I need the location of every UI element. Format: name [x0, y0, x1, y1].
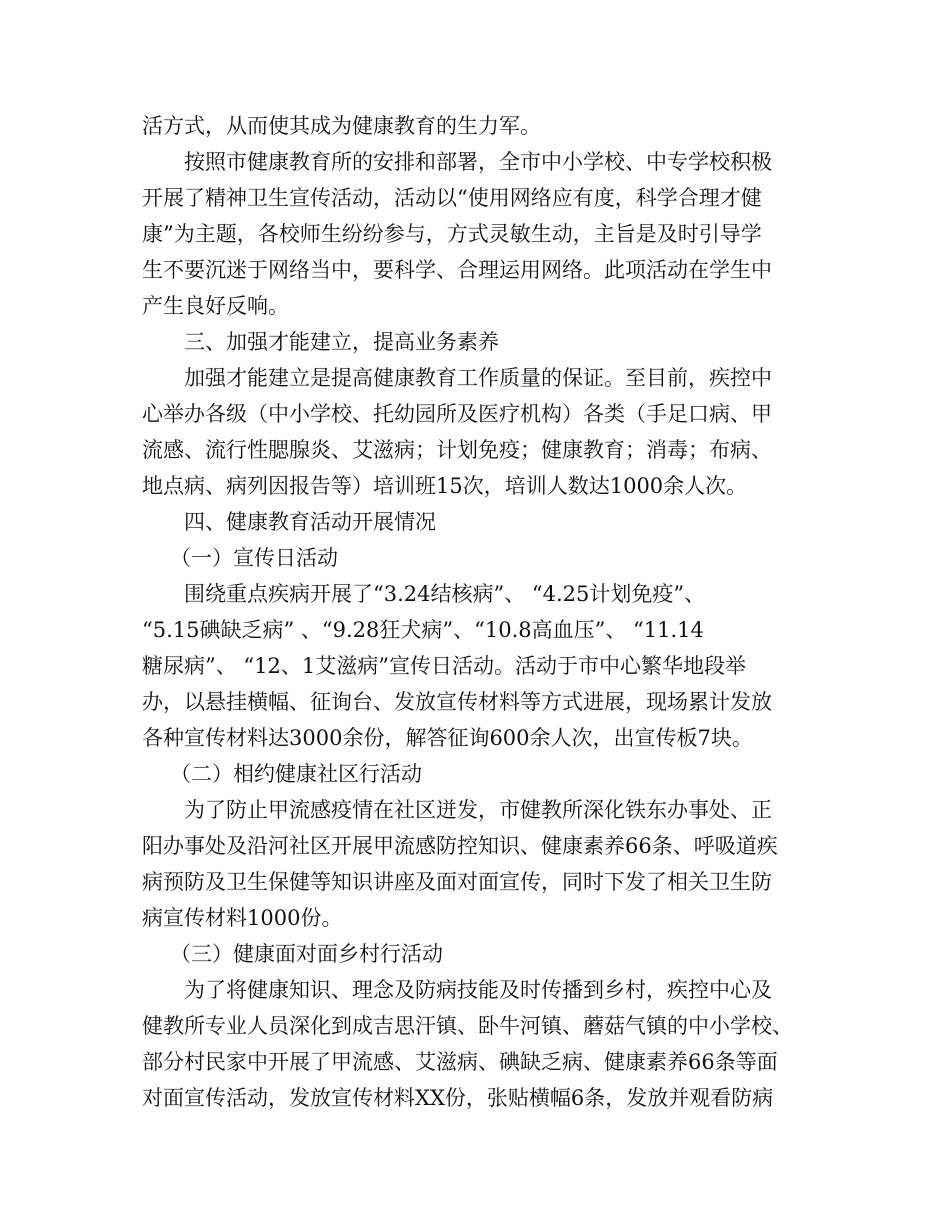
paragraph-line: 部分村民家中开展了甲流感、艾滋病、碘缺乏病、健康素养66条等面 [142, 1050, 778, 1074]
paragraph-line: 为了防止甲流感疫情在社区迸发，市健教所深化铁东办事处、正 [184, 798, 772, 822]
paragraph-line: 各种宣传材料达3000余份，解答征询600余人次，出宣传板7块。 [142, 726, 753, 750]
paragraph-line: 活方式，从而使其成为健康教育的生力军。 [142, 114, 541, 138]
paragraph-line: 生不要沉迷于网络当中，要科学、合理运用网络。此项活动在学生中 [142, 258, 772, 282]
subsection-heading: （一）宣传日活动 [170, 546, 338, 570]
paragraph-line: 健教所专业人员深化到成吉思汗镇、卧牛河镇、蘑菇气镇的中小学校、 [142, 1014, 793, 1038]
subsection-heading: （三）健康面对面乡村行活动 [170, 942, 443, 966]
paragraph-line: 按照市健康教育所的安排和部署，全市中小学校、中专学校积极 [184, 150, 772, 174]
paragraph-line: 开展了精神卫生宣传活动，活动以“使用网络应有度，科学合理才健 [142, 186, 762, 210]
paragraph-line: “5.15碘缺乏病” 、“9.28狂犬病”、“10.8高血压”、 “11.14 [142, 618, 704, 642]
paragraph-line: 加强才能建立是提高健康教育工作质量的保证。至目前，疾控中 [184, 366, 772, 390]
paragraph-line: 流感、流行性腮腺炎、艾滋病；计划免疫；健康教育；消毒；布病、 [142, 438, 772, 462]
paragraph-line: 病宣传材料1000份。 [142, 906, 343, 930]
paragraph-line: 办，以悬挂横幅、征询台、发放宣传材料等方式进展，现场累计发放 [142, 690, 772, 714]
subsection-heading: （二）相约健康社区行活动 [170, 762, 422, 786]
paragraph-line: 病预防及卫生保健等知识讲座及面对面宣传，同时下发了相关卫生防 [142, 870, 772, 894]
paragraph-line: 对面宣传活动，发放宣传材料XX份，张贴横幅6条，发放并观看防病 [142, 1086, 774, 1110]
paragraph-line: 地点病、病列因报告等）培训班15次，培训人数达1000余人次。 [142, 474, 748, 498]
paragraph-line: 心举办各级（中小学校、托幼园所及医疗机构）各类（手足口病、甲 [142, 402, 772, 426]
document-body [142, 108, 814, 1116]
paragraph-line: 阳办事处及沿河社区开展甲流感防控知识、健康素养66条、呼吸道疾 [142, 834, 778, 858]
paragraph-line: 糖尿病”、 “12、1艾滋病”宣传日活动。活动于市中心繁华地段举 [142, 654, 746, 678]
paragraph-line: 为了将健康知识、理念及防病技能及时传播到乡村，疾控中心及 [184, 978, 772, 1002]
paragraph-line: 围绕重点疾病开展了“3.24结核病”、 “4.25计划免疫”、 [184, 582, 706, 606]
paragraph-line: 康”为主题，各校师生纷纷参与，方式灵敏生动，主旨是及时引导学 [142, 222, 762, 246]
section-heading: 四、健康教育活动开展情况 [184, 510, 436, 534]
section-heading: 三、加强才能建立，提高业务素养 [184, 330, 499, 354]
paragraph-line: 产生良好反响。 [142, 294, 289, 318]
